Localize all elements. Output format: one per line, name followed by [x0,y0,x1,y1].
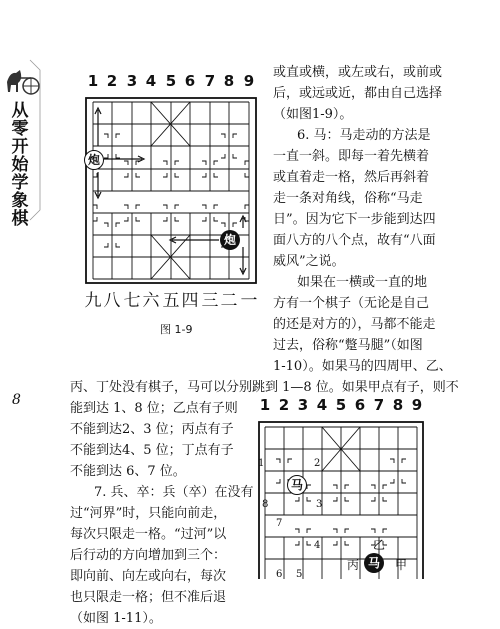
text-line: 的还是对方的），马都不能走 [273,317,436,332]
board1-row-numbers: 九 八 七 六 五 四 三 二 一 [84,291,258,311]
figure-caption: 图 1-9 [160,323,193,336]
text-line: 后行动的方向增加到三个： [70,548,227,563]
cannon-piece: 炮 [84,150,104,170]
text-line: 或直或横，或左或右，或前或 [273,65,443,80]
text-line: 面八方的八个点，故有“八面 [273,233,436,248]
text-line: 威风”之说。 [273,254,345,269]
text-line: 日”。因为它下一步能到达四 [273,212,436,227]
text-line: 丙、丁处没有棋子，马可以分别跳到 1—8 位。如果甲点有子，则不 [70,380,459,395]
text-line: 如果在一横或一直的地 [297,275,428,290]
position-mark: 7 [276,518,283,529]
text-line: 6. 马：马走动的方法是 [297,128,431,143]
position-mark: 2 [314,458,321,469]
text-line: 不能到达4、5 位；丁点有子 [70,443,234,458]
text-line: 走一条对角线，俗称“马走 [273,191,423,206]
text-line: 7. 兵、卒：兵（卒）在没有 [94,485,254,500]
horse-piece: 马 [364,553,384,573]
text-line: 不能到达 6、7 位。 [70,464,186,479]
text-line: 后，或远或近，都由自己选择 [273,86,443,101]
position-mark: 丙 [347,558,360,572]
text-line: 即向前、向左或向右，每次 [70,569,227,584]
text-line: 过“河界”时，只能向前走， [70,506,227,521]
text-line: 也只限走一格；但不准后退 [70,590,227,605]
text-line: 一直一斜。即每一着先横着 [273,149,430,164]
text-line: 每次只限走一格。“过河”以 [70,527,227,542]
text-line: 方有一个棋子（无论是自己 [273,296,430,311]
board1-column-numbers: 1 2 3 4 5 6 7 8 9 [87,72,255,90]
text-line: 或直着走一格，然后再斜着 [273,170,430,185]
board2-column-numbers: 1 2 3 4 5 6 7 8 9 [259,396,423,414]
text-line: 能到达 1、8 位；乙点有子则 [70,401,238,416]
position-mark: 1 [258,458,265,469]
page-number: 8 [12,392,21,408]
cannon-piece: 炮 [220,230,240,250]
position-mark: 6 [276,569,283,580]
text-line: （如图 1-11）。 [70,611,162,626]
text-line: （如图1-9）。 [273,107,353,122]
text-line: 1-10）。如果马的四周甲、乙、 [273,359,452,374]
text-line: 过去，俗称“蹩马腿”（如图 [273,338,423,353]
book-title: 从 零 开 始 学 象 棋 [11,101,29,229]
position-mark: 5 [296,569,303,580]
horse-piece: 马 [287,475,307,495]
position-mark: 乙 [373,538,386,552]
position-mark: 3 [316,499,323,510]
position-mark: 8 [262,499,269,510]
position-mark: 4 [314,540,321,551]
text-line: 不能到达2、3 位；丙点有子 [70,422,234,437]
position-mark: 甲 [395,558,408,572]
